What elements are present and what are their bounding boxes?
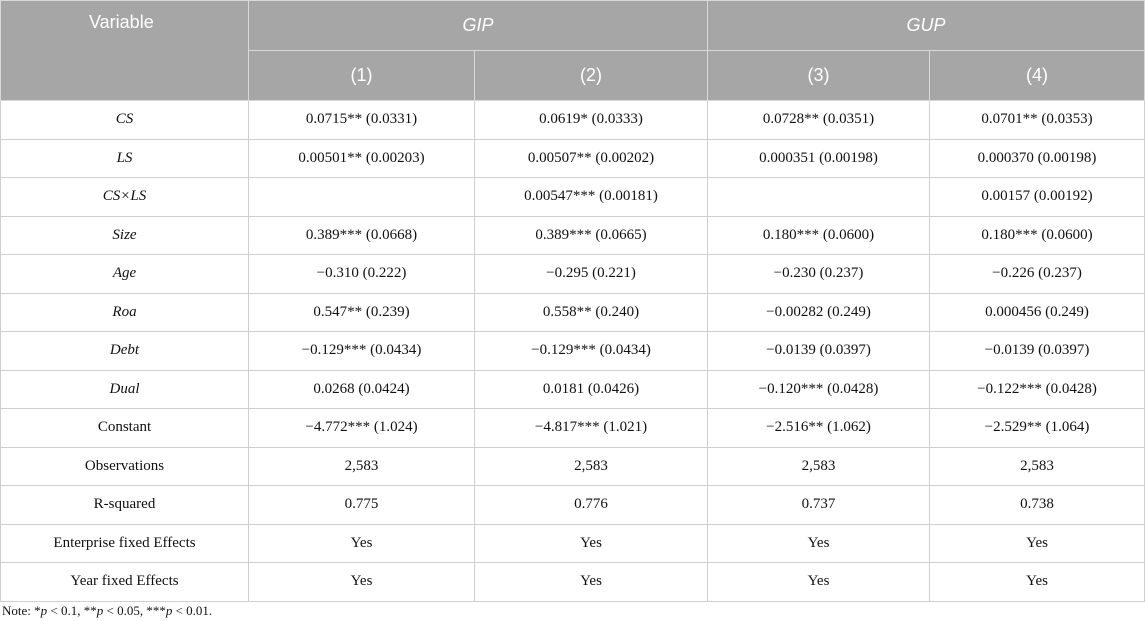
cell-col-2: 0.00507** (0.00202) xyxy=(475,139,708,178)
cell-col-3: 0.0728** (0.0351) xyxy=(708,101,930,140)
column-header-4: (4) xyxy=(930,51,1145,101)
table-row xyxy=(1,216,1145,255)
cell-col-3: Yes xyxy=(708,524,930,563)
row-label: Roa xyxy=(1,293,249,332)
table-body xyxy=(1,101,1145,602)
cell-col-2: 2,583 xyxy=(475,447,708,486)
table-row xyxy=(1,409,1145,448)
cell-col-4: −2.529** (1.064) xyxy=(930,409,1145,448)
cell-col-2: −4.817*** (1.021) xyxy=(475,409,708,448)
cell-col-4: 0.000456 (0.249) xyxy=(930,293,1145,332)
note-p2: p xyxy=(96,603,104,618)
cell-col-4: 0.000370 (0.00198) xyxy=(930,139,1145,178)
cell-col-4: Yes xyxy=(930,524,1145,563)
group-header-gip: GIP xyxy=(249,1,708,51)
cell-col-1: Yes xyxy=(249,563,475,602)
cell-col-1: −0.129*** (0.0434) xyxy=(249,332,475,371)
cell-col-1: 0.00501** (0.00203) xyxy=(249,139,475,178)
cell-col-1: 0.547** (0.239) xyxy=(249,293,475,332)
cell-col-3: −0.230 (0.237) xyxy=(708,255,930,294)
row-label: Size xyxy=(1,216,249,255)
table-row xyxy=(1,139,1145,178)
column-header-1: (1) xyxy=(249,51,475,101)
row-label: Enterprise fixed Effects xyxy=(1,524,249,563)
cell-col-2: 0.0619* (0.0333) xyxy=(475,101,708,140)
cell-col-1: −4.772*** (1.024) xyxy=(249,409,475,448)
note-t1: < 0.1, ** xyxy=(47,603,97,618)
cell-col-1: 0.775 xyxy=(249,486,475,525)
cell-col-1: −0.310 (0.222) xyxy=(249,255,475,294)
cell-col-2: Yes xyxy=(475,524,708,563)
cell-col-4: −0.0139 (0.0397) xyxy=(930,332,1145,371)
cell-col-3: 0.737 xyxy=(708,486,930,525)
column-header-2: (2) xyxy=(475,51,708,101)
table-row xyxy=(1,524,1145,563)
cell-col-2: 0.776 xyxy=(475,486,708,525)
table-row xyxy=(1,486,1145,525)
cell-col-1: Yes xyxy=(249,524,475,563)
cell-col-2: −0.129*** (0.0434) xyxy=(475,332,708,371)
note-t2: < 0.05, *** xyxy=(103,603,166,618)
row-label: Dual xyxy=(1,370,249,409)
cell-col-2: 0.558** (0.240) xyxy=(475,293,708,332)
cell-col-1: 0.0268 (0.0424) xyxy=(249,370,475,409)
cell-col-1: 0.389*** (0.0668) xyxy=(249,216,475,255)
row-label: CS×LS xyxy=(1,178,249,217)
table-row xyxy=(1,101,1145,140)
cell-col-3: −0.00282 (0.249) xyxy=(708,293,930,332)
row-label: LS xyxy=(1,139,249,178)
cell-col-4: −0.122*** (0.0428) xyxy=(930,370,1145,409)
cell-col-4: 0.180*** (0.0600) xyxy=(930,216,1145,255)
cell-col-2: 0.00547*** (0.00181) xyxy=(475,178,708,217)
cell-col-4: 2,583 xyxy=(930,447,1145,486)
table-row xyxy=(1,370,1145,409)
cell-col-1: 2,583 xyxy=(249,447,475,486)
note-prefix: Note: * xyxy=(2,603,41,618)
row-label: Age xyxy=(1,255,249,294)
cell-col-3: −0.120*** (0.0428) xyxy=(708,370,930,409)
cell-col-3: −2.516** (1.062) xyxy=(708,409,930,448)
group-header-gup: GUP xyxy=(708,1,1145,51)
note-p3: p xyxy=(165,603,173,618)
note-t3: < 0.01. xyxy=(172,603,213,618)
cell-col-4: Yes xyxy=(930,563,1145,602)
cell-col-2: Yes xyxy=(475,563,708,602)
cell-col-1: 0.0715** (0.0331) xyxy=(249,101,475,140)
cell-col-4: 0.00157 (0.00192) xyxy=(930,178,1145,217)
table-row xyxy=(1,563,1145,602)
cell-col-3: 0.180*** (0.0600) xyxy=(708,216,930,255)
cell-col-3: 0.000351 (0.00198) xyxy=(708,139,930,178)
table-row xyxy=(1,293,1145,332)
note-p1: p xyxy=(40,603,48,618)
row-label: R-squared xyxy=(1,486,249,525)
column-header-3: (3) xyxy=(708,51,930,101)
cell-col-1 xyxy=(249,178,475,217)
cell-col-3: 2,583 xyxy=(708,447,930,486)
table-row xyxy=(1,255,1145,294)
cell-col-3: −0.0139 (0.0397) xyxy=(708,332,930,371)
cell-col-3 xyxy=(708,178,930,217)
row-label: CS xyxy=(1,101,249,140)
cell-col-2: 0.389*** (0.0665) xyxy=(475,216,708,255)
table-row xyxy=(1,332,1145,371)
row-label: Constant xyxy=(1,409,249,448)
row-label: Year fixed Effects xyxy=(1,563,249,602)
variable-column-header: Variable xyxy=(1,1,249,101)
cell-col-4: −0.226 (0.237) xyxy=(930,255,1145,294)
row-label: Debt xyxy=(1,332,249,371)
cell-col-2: −0.295 (0.221) xyxy=(475,255,708,294)
table-note xyxy=(2,603,212,619)
row-label: Observations xyxy=(1,447,249,486)
header-row-groups xyxy=(1,1,1145,51)
cell-col-4: 0.0701** (0.0353) xyxy=(930,101,1145,140)
cell-col-3: Yes xyxy=(708,563,930,602)
table-row xyxy=(1,178,1145,217)
table-row xyxy=(1,447,1145,486)
cell-col-4: 0.738 xyxy=(930,486,1145,525)
cell-col-2: 0.0181 (0.0426) xyxy=(475,370,708,409)
